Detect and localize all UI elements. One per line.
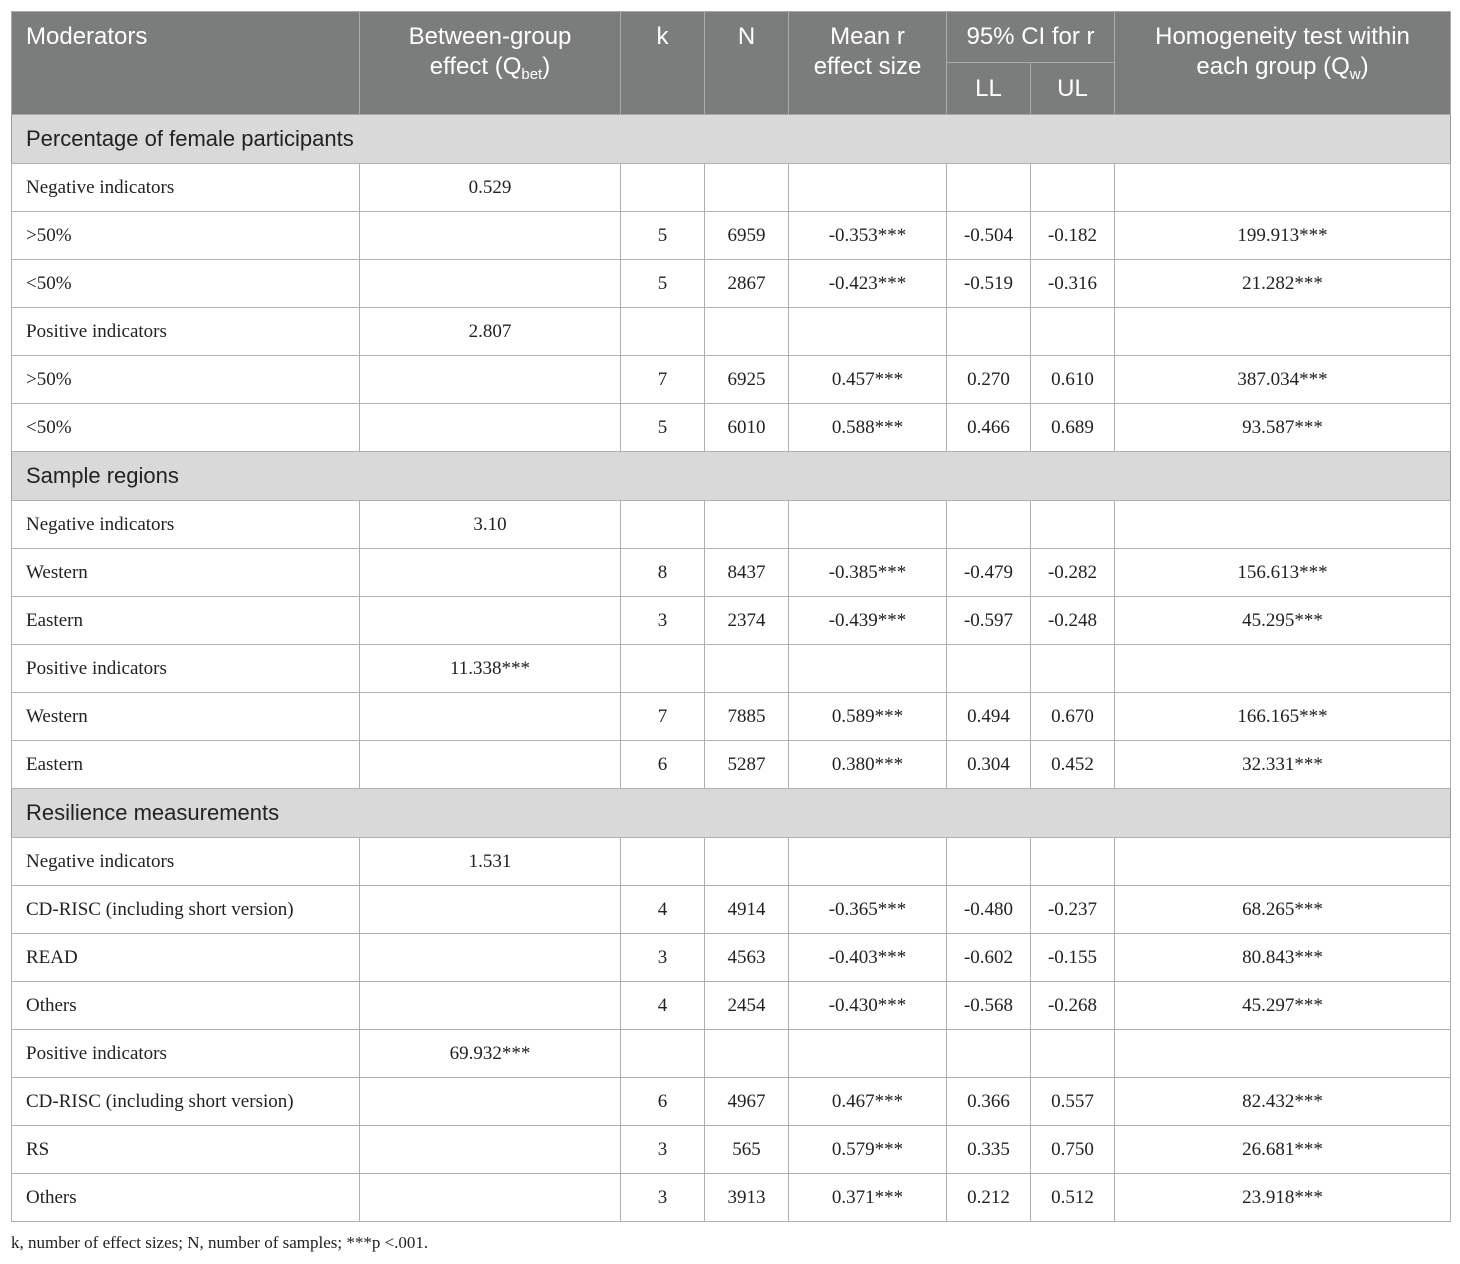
- cell-homogeneity-qw: 21.282***: [1115, 260, 1451, 308]
- cell-ci-ul: -0.282: [1031, 549, 1115, 597]
- cell-ci-ll: 0.366: [947, 1078, 1031, 1126]
- header-n-label: N: [737, 23, 756, 50]
- cell-moderator: CD-RISC (including short version): [12, 1078, 360, 1126]
- header-homog-subscript: w: [1349, 66, 1361, 83]
- header-homog-prefix: each group (Q: [1196, 53, 1350, 80]
- cell-n: 8437: [705, 549, 789, 597]
- cell-ci-ll: [947, 164, 1031, 212]
- cell-k: 6: [621, 741, 705, 789]
- cell-ci-ul: [1031, 501, 1115, 549]
- cell-between-group-effect: 69.932***: [360, 1030, 621, 1078]
- cell-ci-ul: 0.610: [1031, 356, 1115, 404]
- cell-moderator: >50%: [12, 356, 360, 404]
- cell-n: 4563: [705, 934, 789, 982]
- cell-between-group-effect: [360, 549, 621, 597]
- cell-ci-ul: [1031, 1030, 1115, 1078]
- cell-homogeneity-qw: 80.843***: [1115, 934, 1451, 982]
- cell-homogeneity-qw: 45.295***: [1115, 597, 1451, 645]
- cell-k: 3: [621, 934, 705, 982]
- cell-between-group-effect: [360, 886, 621, 934]
- cell-n: 7885: [705, 693, 789, 741]
- table-row: [12, 212, 1451, 260]
- section-title: Sample regions: [12, 452, 1451, 501]
- cell-k: [621, 645, 705, 693]
- cell-ci-ll: [947, 308, 1031, 356]
- cell-homogeneity-qw: 45.297***: [1115, 982, 1451, 1030]
- section-title: Percentage of female participants: [12, 115, 1451, 164]
- cell-ci-ll: -0.504: [947, 212, 1031, 260]
- cell-ci-ll: [947, 838, 1031, 886]
- table-row: [12, 260, 1451, 308]
- cell-homogeneity-qw: [1115, 501, 1451, 549]
- cell-mean-r: [789, 838, 947, 886]
- header-k-label: k: [656, 23, 669, 50]
- cell-ci-ll: -0.597: [947, 597, 1031, 645]
- cell-between-group-effect: 3.10: [360, 501, 621, 549]
- cell-k: [621, 1030, 705, 1078]
- cell-k: 5: [621, 212, 705, 260]
- cell-homogeneity-qw: 23.918***: [1115, 1174, 1451, 1222]
- table-row: [12, 645, 1451, 693]
- cell-ci-ll: -0.568: [947, 982, 1031, 1030]
- cell-k: [621, 164, 705, 212]
- cell-n: 565: [705, 1126, 789, 1174]
- cell-n: 6010: [705, 404, 789, 452]
- cell-moderator: Western: [12, 549, 360, 597]
- cell-moderator: Positive indicators: [12, 645, 360, 693]
- cell-ci-ll: 0.466: [947, 404, 1031, 452]
- header-between-group-effect: [360, 12, 621, 115]
- cell-between-group-effect: 11.338***: [360, 645, 621, 693]
- header-mean-r: [789, 12, 947, 115]
- cell-ci-ul: -0.316: [1031, 260, 1115, 308]
- cell-mean-r: -0.439***: [789, 597, 947, 645]
- cell-homogeneity-qw: 387.034***: [1115, 356, 1451, 404]
- header-row: [12, 12, 1451, 63]
- header-homog-line1: Homogeneity test within: [1155, 23, 1410, 50]
- header-ci: [947, 12, 1115, 63]
- cell-mean-r: [789, 1030, 947, 1078]
- cell-mean-r: 0.579***: [789, 1126, 947, 1174]
- cell-k: [621, 501, 705, 549]
- cell-n: 4967: [705, 1078, 789, 1126]
- moderator-analysis-table: [11, 11, 1451, 1222]
- cell-ci-ul: -0.155: [1031, 934, 1115, 982]
- cell-k: 3: [621, 1126, 705, 1174]
- header-moderators: [12, 12, 360, 115]
- cell-k: 6: [621, 1078, 705, 1126]
- cell-between-group-effect: [360, 1078, 621, 1126]
- cell-moderator: Positive indicators: [12, 308, 360, 356]
- cell-mean-r: -0.353***: [789, 212, 947, 260]
- cell-ci-ul: [1031, 838, 1115, 886]
- cell-ci-ul: 0.689: [1031, 404, 1115, 452]
- cell-moderator: Western: [12, 693, 360, 741]
- table-row: [12, 597, 1451, 645]
- table-row: [12, 501, 1451, 549]
- header-k: [621, 12, 705, 115]
- header-moderators-label: Moderators: [26, 23, 148, 50]
- cell-mean-r: 0.457***: [789, 356, 947, 404]
- cell-k: [621, 838, 705, 886]
- cell-homogeneity-qw: [1115, 164, 1451, 212]
- cell-ci-ul: [1031, 645, 1115, 693]
- cell-n: [705, 308, 789, 356]
- cell-between-group-effect: [360, 404, 621, 452]
- cell-ci-ul: -0.182: [1031, 212, 1115, 260]
- header-ll: [947, 63, 1031, 115]
- cell-mean-r: [789, 501, 947, 549]
- cell-between-group-effect: [360, 1126, 621, 1174]
- cell-k: 7: [621, 356, 705, 404]
- cell-mean-r: -0.385***: [789, 549, 947, 597]
- header-between-prefix: effect (Q: [429, 53, 522, 80]
- cell-ci-ul: 0.750: [1031, 1126, 1115, 1174]
- cell-between-group-effect: 1.531: [360, 838, 621, 886]
- cell-n: 6925: [705, 356, 789, 404]
- cell-mean-r: 0.371***: [789, 1174, 947, 1222]
- cell-mean-r: -0.403***: [789, 934, 947, 982]
- cell-n: 4914: [705, 886, 789, 934]
- table-row: [12, 886, 1451, 934]
- cell-n: [705, 838, 789, 886]
- table-row: [12, 1126, 1451, 1174]
- table-row: [12, 404, 1451, 452]
- table-header: [12, 12, 1451, 115]
- cell-between-group-effect: [360, 693, 621, 741]
- header-n: [705, 12, 789, 115]
- cell-ci-ul: 0.557: [1031, 1078, 1115, 1126]
- cell-moderator: RS: [12, 1126, 360, 1174]
- table-row: [12, 1030, 1451, 1078]
- table-body: [12, 115, 1451, 1222]
- table-row: [12, 549, 1451, 597]
- cell-moderator: <50%: [12, 260, 360, 308]
- cell-ci-ll: 0.304: [947, 741, 1031, 789]
- cell-k: 3: [621, 597, 705, 645]
- cell-between-group-effect: [360, 982, 621, 1030]
- cell-mean-r: 0.589***: [789, 693, 947, 741]
- cell-ci-ul: 0.452: [1031, 741, 1115, 789]
- cell-k: [621, 308, 705, 356]
- cell-ci-ll: [947, 1030, 1031, 1078]
- section-title: Resilience measurements: [12, 789, 1451, 838]
- cell-mean-r: [789, 645, 947, 693]
- cell-moderator: Negative indicators: [12, 838, 360, 886]
- table-footnote: k, number of effect sizes; N, number of samples; ***p <.001.: [11, 1233, 429, 1252]
- cell-k: 5: [621, 260, 705, 308]
- cell-mean-r: [789, 308, 947, 356]
- cell-ci-ll: 0.335: [947, 1126, 1031, 1174]
- cell-ci-ul: 0.670: [1031, 693, 1115, 741]
- cell-moderator: >50%: [12, 212, 360, 260]
- cell-between-group-effect: [360, 741, 621, 789]
- table-row: [12, 356, 1451, 404]
- cell-ci-ul: -0.268: [1031, 982, 1115, 1030]
- section-header-row: [12, 789, 1451, 838]
- table-row: [12, 1174, 1451, 1222]
- cell-moderator: Others: [12, 1174, 360, 1222]
- cell-homogeneity-qw: 26.681***: [1115, 1126, 1451, 1174]
- cell-mean-r: 0.380***: [789, 741, 947, 789]
- header-between-line1: Between-group: [408, 23, 572, 50]
- header-ul-label: UL: [1057, 74, 1088, 102]
- cell-n: 2867: [705, 260, 789, 308]
- header-ll-label: LL: [975, 74, 1002, 102]
- cell-moderator: READ: [12, 934, 360, 982]
- cell-n: [705, 645, 789, 693]
- header-ci-label: 95% CI for r: [966, 23, 1095, 50]
- table-row: [12, 1078, 1451, 1126]
- cell-between-group-effect: [360, 212, 621, 260]
- header-mean-line2: effect size: [813, 53, 922, 80]
- table-row: [12, 741, 1451, 789]
- header-between-subscript: bet: [521, 66, 543, 83]
- cell-n: 5287: [705, 741, 789, 789]
- cell-between-group-effect: [360, 356, 621, 404]
- cell-moderator: Others: [12, 982, 360, 1030]
- cell-mean-r: -0.365***: [789, 886, 947, 934]
- cell-ci-ul: [1031, 164, 1115, 212]
- cell-ci-ul: [1031, 308, 1115, 356]
- cell-k: 8: [621, 549, 705, 597]
- cell-n: 3913: [705, 1174, 789, 1222]
- cell-k: 5: [621, 404, 705, 452]
- cell-homogeneity-qw: 82.432***: [1115, 1078, 1451, 1126]
- cell-between-group-effect: 0.529: [360, 164, 621, 212]
- cell-homogeneity-qw: 166.165***: [1115, 693, 1451, 741]
- cell-moderator: Eastern: [12, 597, 360, 645]
- cell-mean-r: -0.430***: [789, 982, 947, 1030]
- cell-n: [705, 164, 789, 212]
- cell-ci-ll: 0.212: [947, 1174, 1031, 1222]
- cell-k: 4: [621, 982, 705, 1030]
- table-row: [12, 934, 1451, 982]
- cell-mean-r: -0.423***: [789, 260, 947, 308]
- table-row: [12, 838, 1451, 886]
- cell-between-group-effect: [360, 1174, 621, 1222]
- cell-ci-ll: -0.602: [947, 934, 1031, 982]
- cell-ci-ul: 0.512: [1031, 1174, 1115, 1222]
- cell-mean-r: [789, 164, 947, 212]
- cell-homogeneity-qw: 68.265***: [1115, 886, 1451, 934]
- cell-moderator: Positive indicators: [12, 1030, 360, 1078]
- section-header-row: [12, 452, 1451, 501]
- cell-ci-ll: [947, 501, 1031, 549]
- header-mean-line1: Mean r: [830, 23, 905, 50]
- cell-homogeneity-qw: 156.613***: [1115, 549, 1451, 597]
- cell-between-group-effect: [360, 934, 621, 982]
- cell-homogeneity-qw: [1115, 645, 1451, 693]
- cell-mean-r: 0.467***: [789, 1078, 947, 1126]
- cell-moderator: Negative indicators: [12, 501, 360, 549]
- cell-homogeneity-qw: [1115, 838, 1451, 886]
- header-between-suffix: ): [542, 53, 551, 80]
- section-header-row: [12, 115, 1451, 164]
- table-row: [12, 308, 1451, 356]
- cell-ci-ll: [947, 645, 1031, 693]
- header-ul: [1031, 63, 1115, 115]
- cell-moderator: CD-RISC (including short version): [12, 886, 360, 934]
- cell-k: 4: [621, 886, 705, 934]
- cell-ci-ul: -0.248: [1031, 597, 1115, 645]
- cell-ci-ul: -0.237: [1031, 886, 1115, 934]
- table-row: [12, 164, 1451, 212]
- cell-ci-ll: -0.519: [947, 260, 1031, 308]
- cell-mean-r: 0.588***: [789, 404, 947, 452]
- cell-moderator: <50%: [12, 404, 360, 452]
- cell-between-group-effect: [360, 597, 621, 645]
- cell-ci-ll: -0.479: [947, 549, 1031, 597]
- cell-ci-ll: 0.494: [947, 693, 1031, 741]
- table-row: [12, 693, 1451, 741]
- header-homog-suffix: ): [1360, 53, 1369, 80]
- cell-n: 6959: [705, 212, 789, 260]
- cell-n: 2454: [705, 982, 789, 1030]
- cell-k: 3: [621, 1174, 705, 1222]
- table-row: [12, 982, 1451, 1030]
- cell-moderator: Eastern: [12, 741, 360, 789]
- cell-homogeneity-qw: 93.587***: [1115, 404, 1451, 452]
- cell-homogeneity-qw: 32.331***: [1115, 741, 1451, 789]
- cell-homogeneity-qw: [1115, 308, 1451, 356]
- cell-homogeneity-qw: 199.913***: [1115, 212, 1451, 260]
- cell-between-group-effect: [360, 260, 621, 308]
- cell-n: [705, 501, 789, 549]
- header-homogeneity: [1115, 12, 1451, 115]
- cell-between-group-effect: 2.807: [360, 308, 621, 356]
- cell-ci-ll: 0.270: [947, 356, 1031, 404]
- cell-n: 2374: [705, 597, 789, 645]
- cell-n: [705, 1030, 789, 1078]
- cell-ci-ll: -0.480: [947, 886, 1031, 934]
- cell-homogeneity-qw: [1115, 1030, 1451, 1078]
- cell-moderator: Negative indicators: [12, 164, 360, 212]
- cell-k: 7: [621, 693, 705, 741]
